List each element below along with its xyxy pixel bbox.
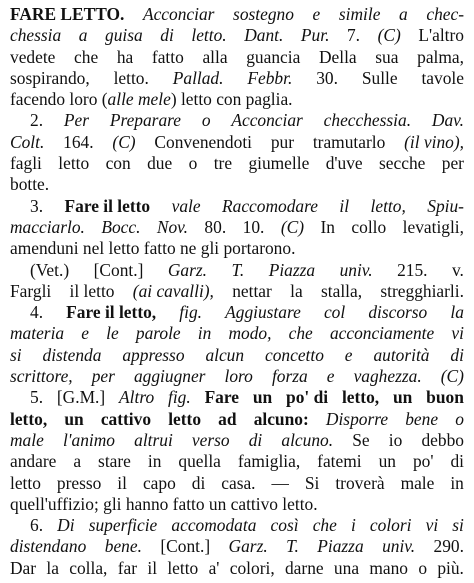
word: Altro [119, 387, 155, 408]
word: vedete [10, 46, 56, 67]
word: letto [10, 472, 41, 493]
text-line [10, 260, 464, 281]
word: verso [191, 429, 230, 450]
word: casa. [221, 472, 256, 493]
word: 10. [242, 216, 265, 237]
word: il letto [69, 280, 115, 301]
text-run: quell'uffizio; gli hanno fatto un cattivo letto. [10, 493, 318, 514]
word: a [78, 25, 88, 46]
text-line [10, 366, 464, 387]
text-line [10, 473, 464, 494]
word: colori, [229, 557, 275, 578]
word: due [147, 153, 173, 174]
word: Bocc. [101, 216, 141, 237]
word: guisa [105, 25, 143, 46]
word: male [10, 429, 44, 450]
word: o [188, 153, 198, 174]
text-line [10, 323, 464, 344]
word: presso [56, 472, 102, 493]
word: con [105, 153, 131, 174]
word: alcuno. [281, 429, 334, 450]
word: Di [57, 515, 75, 536]
text-line [10, 558, 464, 579]
word: così [270, 515, 299, 536]
word: (C) [440, 366, 464, 387]
word: Spiu- [427, 195, 464, 216]
word: secche [379, 153, 426, 174]
word: vi [425, 515, 439, 536]
word: Dant. [244, 25, 284, 46]
text-line [10, 174, 464, 195]
text-line [10, 132, 464, 153]
word: 2. [30, 110, 44, 131]
word: si [10, 344, 22, 365]
word: io [388, 429, 403, 450]
word: ha [116, 46, 134, 67]
word: male [400, 472, 435, 493]
word: col [323, 302, 346, 323]
word: modo, [228, 323, 272, 344]
word: e [312, 4, 321, 24]
word: Piazza [317, 536, 364, 557]
word: acconciamente [329, 323, 435, 344]
word: stalla, [321, 280, 363, 301]
text-line [10, 47, 464, 68]
text-run: ) letto con paglia. [170, 89, 293, 110]
word: di [248, 429, 263, 450]
word: vale [171, 195, 201, 216]
word: un [392, 387, 413, 408]
word: in [147, 451, 162, 472]
word: capo [142, 472, 176, 493]
word: accomodata [171, 515, 257, 536]
word: vi [451, 323, 464, 344]
word: tavole [421, 67, 464, 88]
word: 4. [30, 302, 44, 323]
word: Se [352, 429, 370, 450]
word: Pallad. [172, 67, 224, 88]
word: Sulle [361, 67, 398, 88]
text-line [10, 387, 464, 408]
word: macciarlo. [10, 216, 85, 237]
word: in [450, 472, 464, 493]
word: bene [405, 408, 439, 429]
word: far [117, 557, 138, 578]
word: tramutarlo [312, 131, 386, 152]
word: T. [286, 536, 299, 557]
word: troverà [335, 472, 385, 493]
word: v. [451, 259, 464, 280]
text-line [10, 89, 464, 110]
word: FARE LETTO. [10, 4, 125, 24]
word: colla, [69, 557, 108, 578]
word: si [452, 515, 464, 536]
word: T. [231, 259, 245, 280]
word: letto. [113, 67, 149, 88]
word: stare [98, 451, 131, 472]
word: Garz. [167, 259, 207, 280]
text-line [10, 25, 464, 46]
word: — [271, 472, 289, 493]
word: chessia [10, 25, 62, 46]
word: a' [208, 557, 220, 578]
word: loro [224, 366, 253, 387]
word: fagli [10, 153, 42, 174]
word: (C) [112, 131, 136, 152]
word: Raccomodare [222, 195, 318, 216]
word: materia [10, 323, 65, 344]
word: e [81, 323, 89, 344]
text-run: amenduni nel letto fatto ne gli portarono. [10, 238, 296, 259]
word: Disporre [325, 408, 389, 429]
text-line [10, 494, 464, 515]
word: fig. [179, 302, 202, 323]
word: 80. [204, 216, 227, 237]
text-run: botte. [10, 174, 50, 195]
word: colori [369, 515, 412, 536]
word: (Vet.) [30, 259, 70, 280]
word: a [399, 4, 408, 24]
word: le [106, 323, 119, 344]
word: che [312, 515, 337, 536]
word: Pur. [300, 25, 330, 46]
word: 30. [316, 67, 338, 88]
word: (ai cavalli), [132, 280, 214, 301]
word: univ. [382, 536, 416, 557]
word: appresso [122, 344, 185, 365]
word: sospirando, [10, 67, 90, 88]
word: collo [351, 216, 387, 237]
word: una [333, 557, 360, 578]
text-line [10, 110, 464, 131]
word: vaghezza. [353, 366, 422, 387]
text-line [10, 196, 464, 217]
word: Della [318, 46, 357, 67]
word: e [326, 366, 335, 387]
word: Preparare [109, 110, 181, 131]
text-line [10, 217, 464, 238]
word: po' di [286, 387, 329, 408]
word: levatigli, [402, 216, 464, 237]
text-line [10, 536, 464, 557]
text-line [10, 409, 464, 430]
word: palma, [417, 46, 464, 67]
word: discorso [368, 302, 428, 323]
text-line [10, 430, 464, 451]
word: Febbr. [247, 67, 293, 88]
word: che [288, 323, 313, 344]
text-run: alle mele [107, 89, 171, 110]
word: 164. [63, 131, 94, 152]
word: un [378, 451, 396, 472]
word: Acconciar [142, 4, 215, 24]
word: un [252, 387, 273, 408]
word: pur [270, 131, 295, 152]
word: 3. [30, 195, 44, 216]
word: o [455, 408, 464, 429]
word: debbo [421, 429, 464, 450]
text-line [10, 515, 464, 536]
word: la [290, 280, 303, 301]
word: superficie [88, 515, 158, 536]
word: fig. [168, 387, 191, 408]
word: nettar [232, 280, 272, 301]
word: 5. [30, 387, 44, 408]
word: sostegno [233, 4, 294, 24]
word: un [64, 408, 84, 429]
word: alcuno: [253, 408, 309, 429]
word: stregghiarli. [380, 280, 464, 301]
word: Piazza [268, 259, 316, 280]
word: scrittore, [10, 366, 73, 387]
word: [G.M.] [56, 387, 106, 408]
word: ad [218, 408, 237, 429]
word: Nov. [156, 216, 188, 237]
word: la [450, 302, 464, 323]
word: Convenendoti [154, 131, 252, 152]
word: di [160, 25, 174, 46]
word: Colt. [10, 131, 45, 152]
word: letto [168, 408, 202, 429]
word: 7. [346, 25, 361, 46]
word: autorità [373, 344, 430, 365]
word: L'altro [418, 25, 464, 46]
word: 215. [397, 259, 428, 280]
word: parole [135, 323, 181, 344]
word: aggiugner [133, 366, 206, 387]
word: altrui [134, 429, 173, 450]
word: e [344, 344, 353, 365]
text-line [10, 68, 464, 89]
text-line [10, 153, 464, 174]
word: bene. [104, 536, 142, 557]
word: Garz. [228, 536, 268, 557]
word: letto [167, 557, 199, 578]
text-line [10, 451, 464, 472]
word: po' [412, 451, 434, 472]
word: Si [304, 472, 320, 493]
text-line [10, 281, 464, 302]
word: univ. [339, 259, 373, 280]
word: il [117, 472, 127, 493]
word: chec- [426, 4, 464, 24]
word: tre [213, 153, 233, 174]
word: letto [58, 153, 90, 174]
word: sua [375, 46, 399, 67]
word: [Cont.] [160, 536, 211, 557]
word: distenda [42, 344, 102, 365]
word: Fare il letto [64, 195, 151, 216]
word: (il vino), [404, 131, 464, 152]
word: più. [437, 557, 464, 578]
word: letto, [341, 387, 380, 408]
word: guancia [246, 46, 301, 67]
word: di [450, 344, 464, 365]
text-run: facendo loro ( [10, 89, 108, 110]
word: di [450, 451, 464, 472]
word: [Cont.] [93, 259, 144, 280]
word: a [73, 451, 82, 472]
word: alla [202, 46, 228, 67]
word: cattivo [100, 408, 152, 429]
word: Dav. [431, 110, 464, 131]
word: letto. [191, 25, 227, 46]
word: quella [178, 451, 221, 472]
word: buon [426, 387, 464, 408]
word: andare [10, 451, 57, 472]
word: mano [369, 557, 408, 578]
word: d'uve [325, 153, 363, 174]
word: forza [271, 366, 308, 387]
word: Aggiustare [225, 302, 301, 323]
word: Dar [10, 557, 37, 578]
word: la [46, 557, 59, 578]
word: famiglia, [237, 451, 301, 472]
word: il [147, 557, 158, 578]
word: fatto [151, 46, 184, 67]
word: in [197, 323, 212, 344]
text-line [10, 302, 464, 323]
word: i [350, 515, 356, 536]
word: di [191, 472, 206, 493]
word: Per [63, 110, 89, 131]
word: Fare [204, 387, 240, 408]
text-line [10, 238, 464, 259]
word: Acconciar [231, 110, 303, 131]
word: giumelle [248, 153, 310, 174]
word: letto, [10, 408, 48, 429]
word: (C) [280, 216, 305, 237]
word: Fare il letto, [66, 302, 157, 323]
text-line [10, 345, 464, 366]
word: distendano [10, 536, 87, 557]
word: per [91, 366, 115, 387]
text-line [10, 4, 464, 25]
word: letto, [370, 195, 406, 216]
word: checchessia. [323, 110, 412, 131]
word: alcun [205, 344, 245, 365]
word: 6. [30, 515, 44, 536]
word: o [418, 557, 428, 578]
word: 290. [433, 536, 464, 557]
word: per [441, 153, 464, 174]
word: il [339, 195, 350, 216]
word: che [74, 46, 99, 67]
word: Fargli [10, 280, 52, 301]
word: l'animo [62, 429, 115, 450]
word: (C) [377, 25, 401, 46]
word: darne [284, 557, 324, 578]
word: fatemi [317, 451, 362, 472]
word: In [320, 216, 335, 237]
word: simile [338, 4, 381, 24]
word: o [201, 110, 211, 131]
word: concetto [264, 344, 324, 365]
